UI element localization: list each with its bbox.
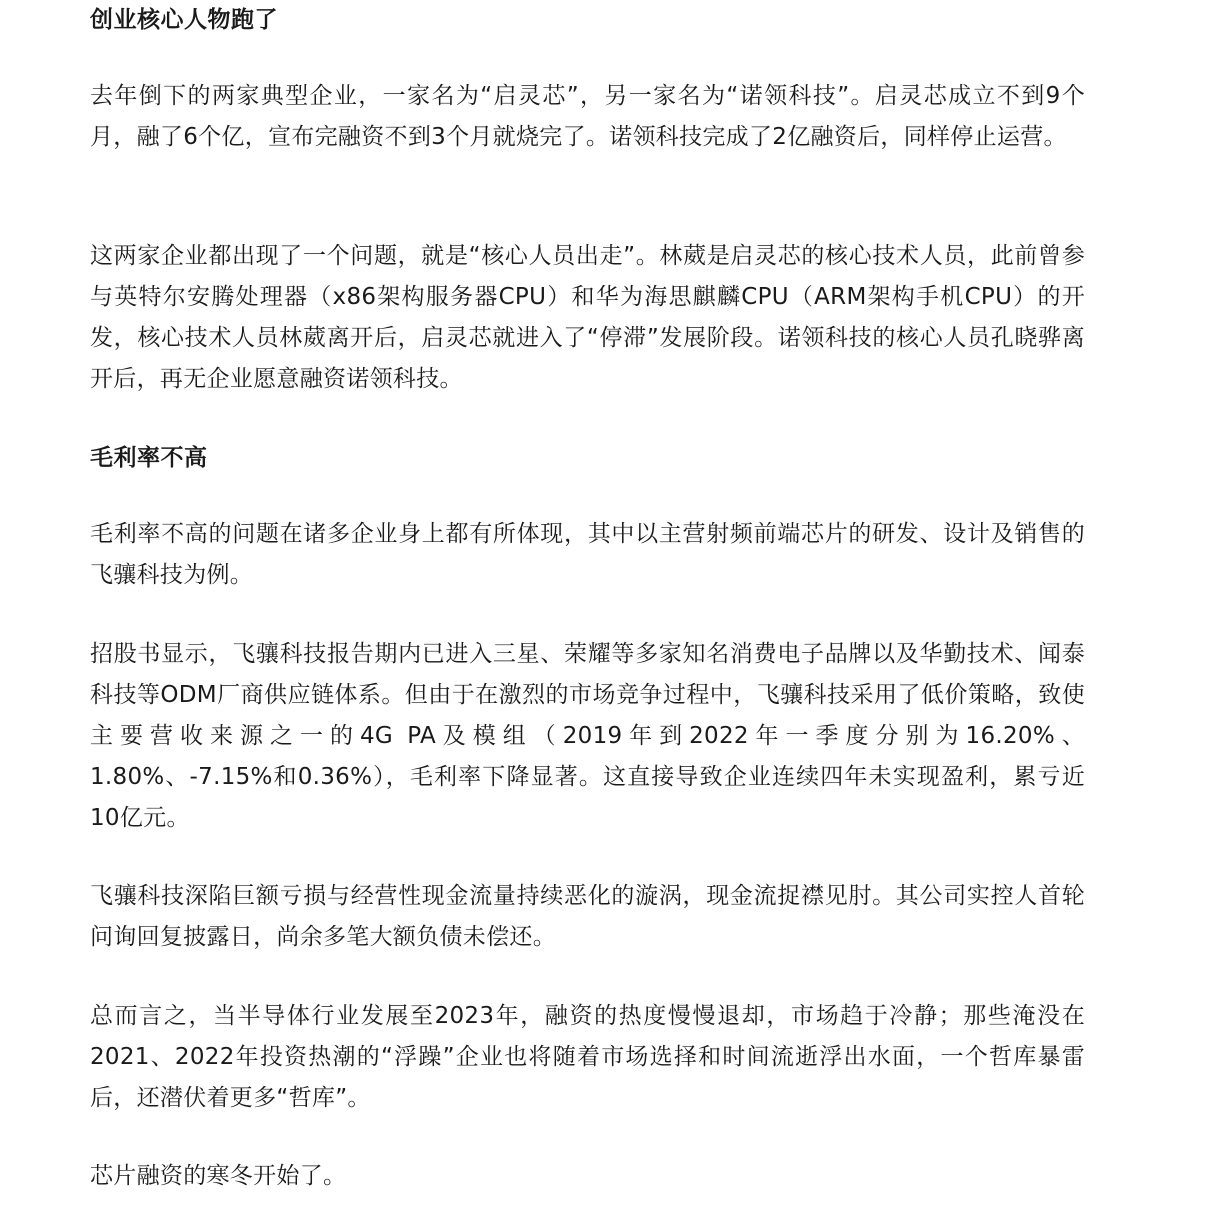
paragraph-conclusion: 芯片融资的寒冬开始了。	[90, 1163, 347, 1189]
paragraph-margin-problem: 毛利率不高的问题在诸多企业身上都有所体现，其中以主营射频前端芯片的研发、设计及销售的飞骧科技为例。	[90, 521, 1085, 588]
section-heading-low-margin: 毛利率不高	[90, 445, 208, 471]
paragraph-failed-companies: 去年倒下的两家典型企业，一家名为“启灵芯”，另一家名为“诺领科技”。启灵芯成立不到9个月，融了6个亿，宣布完融资不到3个月就烧完了。诺领科技完成了2亿融资后，同样停止运营。	[90, 83, 1085, 150]
paragraph-cash-flow: 飞骧科技深陷巨额亏损与经营性现金流量持续恶化的漩涡，现金流捉襟见肘。其公司实控人首轮问询回复披露日，尚余多笔大额负债未偿还。	[90, 883, 1085, 950]
paragraph-summary: 总而言之，当半导体行业发展至2023年，融资的热度慢慢退却，市场趋于冷静；那些淹没在2021、2022年投资热潮的“浮躁”企业也将随着市场选择和时间流逝浮出水面，一个哲库暴雷后，还潜伏着更多“哲库”。	[90, 1003, 1085, 1111]
paragraph-prospectus: 招股书显示，飞骧科技报告期内已进入三星、荣耀等多家知名消费电子品牌以及华勤技术、闻泰科技等ODM厂商供应链体系。但由于在激烈的市场竞争过程中，飞骧科技采用了低价策略，致使主要营收来源之一的4G PA及模组（2019年到2022年一季度分别为16.20%、1.80%、-7.15%和0.36%），毛利率下降显著。这直接导致企业连续四年未实现盈利，累亏近10亿元。	[90, 641, 1085, 831]
paragraph-core-staff-departure: 这两家企业都出现了一个问题，就是“核心人员出走”。林葳是启灵芯的核心技术人员，此前曾参与英特尔安腾处理器（x86架构服务器CPU）和华为海思麒麟CPU（ARM架构手机CPU）的开发，核心技术人员林葳离开后，启灵芯就进入了“停滞”发展阶段。诺领科技的核心人员孔晓骅离开后，再无企业愿意融资诺领科技。	[90, 243, 1085, 392]
section-heading-core-people: 创业核心人物跑了	[90, 7, 278, 33]
